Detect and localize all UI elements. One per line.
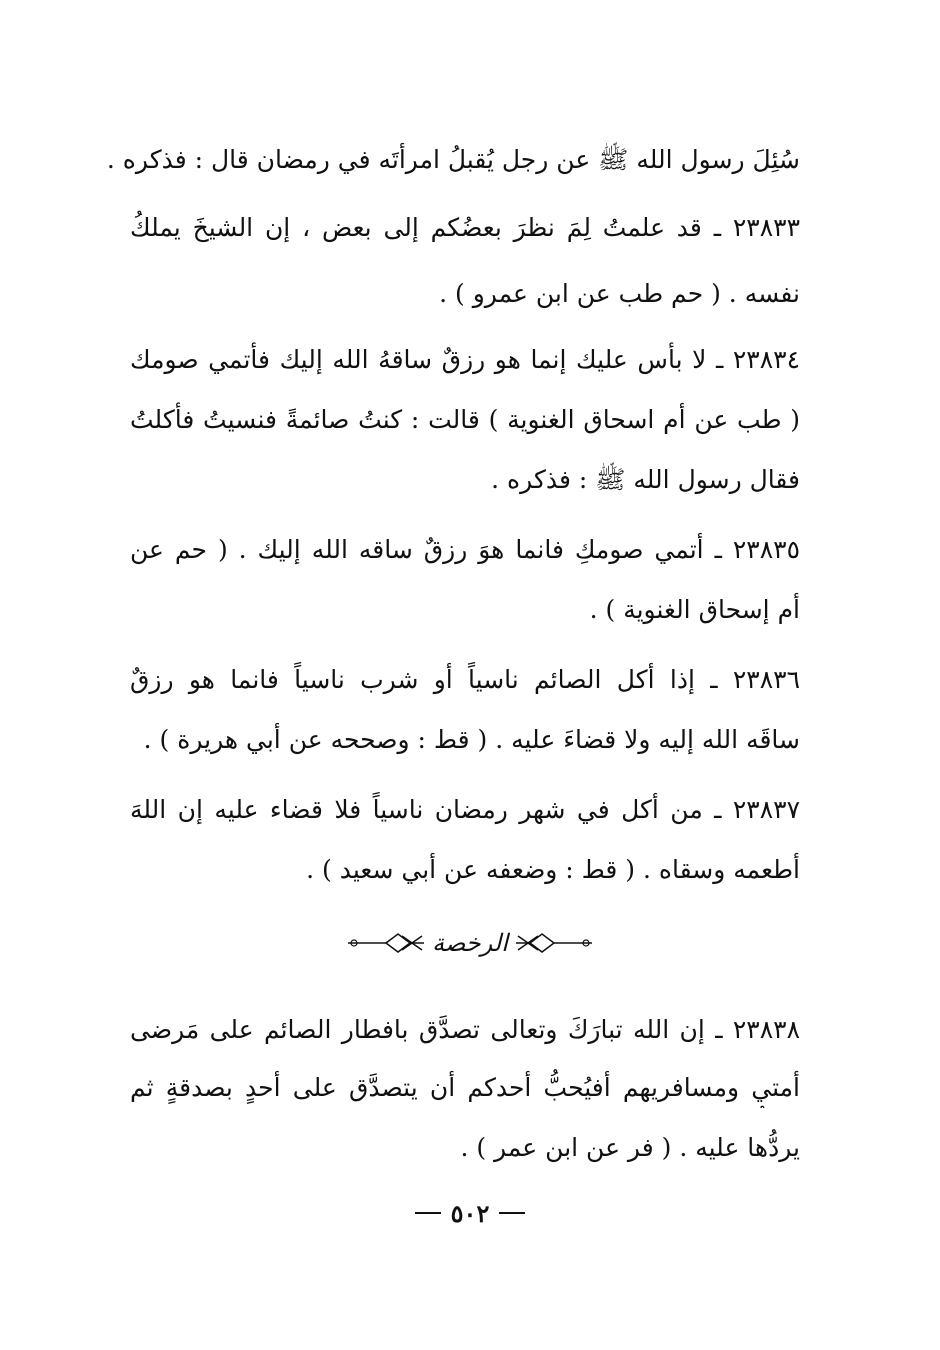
text-line-hadith-23833: ٢٣٨٣٣ ـ قد علمتُ لِمَ نظرَ بعضُكم إلى بعض ، إن الشيخَ يملكُ [130, 213, 800, 242]
ornament-right-icon [514, 928, 594, 958]
text-line-hadith-23837: ٢٣٨٣٧ ـ من أكل في شهر رمضان ناسياً فلا قضاء عليه إن اللهَ [130, 795, 800, 824]
page-number: ٥٠٢ [450, 1198, 490, 1228]
text-line: ( طب عن أم اسحاق الغنوية ) قالت : كنتُ صائمةً فنسيتُ فأكلتُ [130, 405, 800, 434]
page-footer [0, 1196, 940, 1230]
section-heading [0, 918, 940, 968]
text-line-hadith-23836: ٢٣٨٣٦ ـ إذا أكل الصائم ناسياً أو شرب ناسياً فانما هو رزقٌ [130, 665, 800, 694]
text-line-hadith-23838: ٢٣٨٣٨ ـ إن الله تبارَكَ وتعالى تصدَّق بافطار الصائم على مَرضى [130, 1015, 800, 1044]
text-line: نفسه . ( حم طب عن ابن عمرو ) . [439, 279, 800, 308]
text-line: أمتي ومسافريهم أفيُحبُّ أحدكم أن يتصدَّق على أحدٍ بصدقةٍ ثم [130, 1073, 800, 1102]
text-line: فقال رسول الله ﷺ : فذكره . [491, 465, 800, 494]
text-line: سُئِلَ رسول الله ﷺ عن رجل يُقبلُ امرأتَه في رمضان قال : فذكره . [106, 145, 800, 174]
section-heading-title: الرخصة [432, 929, 508, 957]
text-line: أطعمه وسقاه . ( قط : وضعفه عن أبي سعيد ) . [306, 855, 800, 884]
ornament-left-icon [346, 928, 426, 958]
text-line: ساقَه الله إليه ولا قضاءَ عليه . ( قط : وصححه عن أبي هريرة ) . [143, 725, 800, 754]
text-line-hadith-23835: ٢٣٨٣٥ ـ أتمي صومكِ فانما هوَ رزقٌ ساقه الله إليك . ( حم عن [130, 535, 800, 564]
footer-dash-right [499, 1212, 525, 1214]
text-line: يردُّها عليه . ( فر عن ابن عمر ) . [460, 1133, 800, 1162]
footer-dash-left [415, 1212, 441, 1214]
text-line: أم إسحاق الغنوية ) . [589, 595, 800, 624]
text-line-hadith-23834: ٢٣٨٣٤ ـ لا بأس عليك إنما هو رزقٌ ساقهُ الله إليك فأتمي صومك [130, 345, 800, 374]
